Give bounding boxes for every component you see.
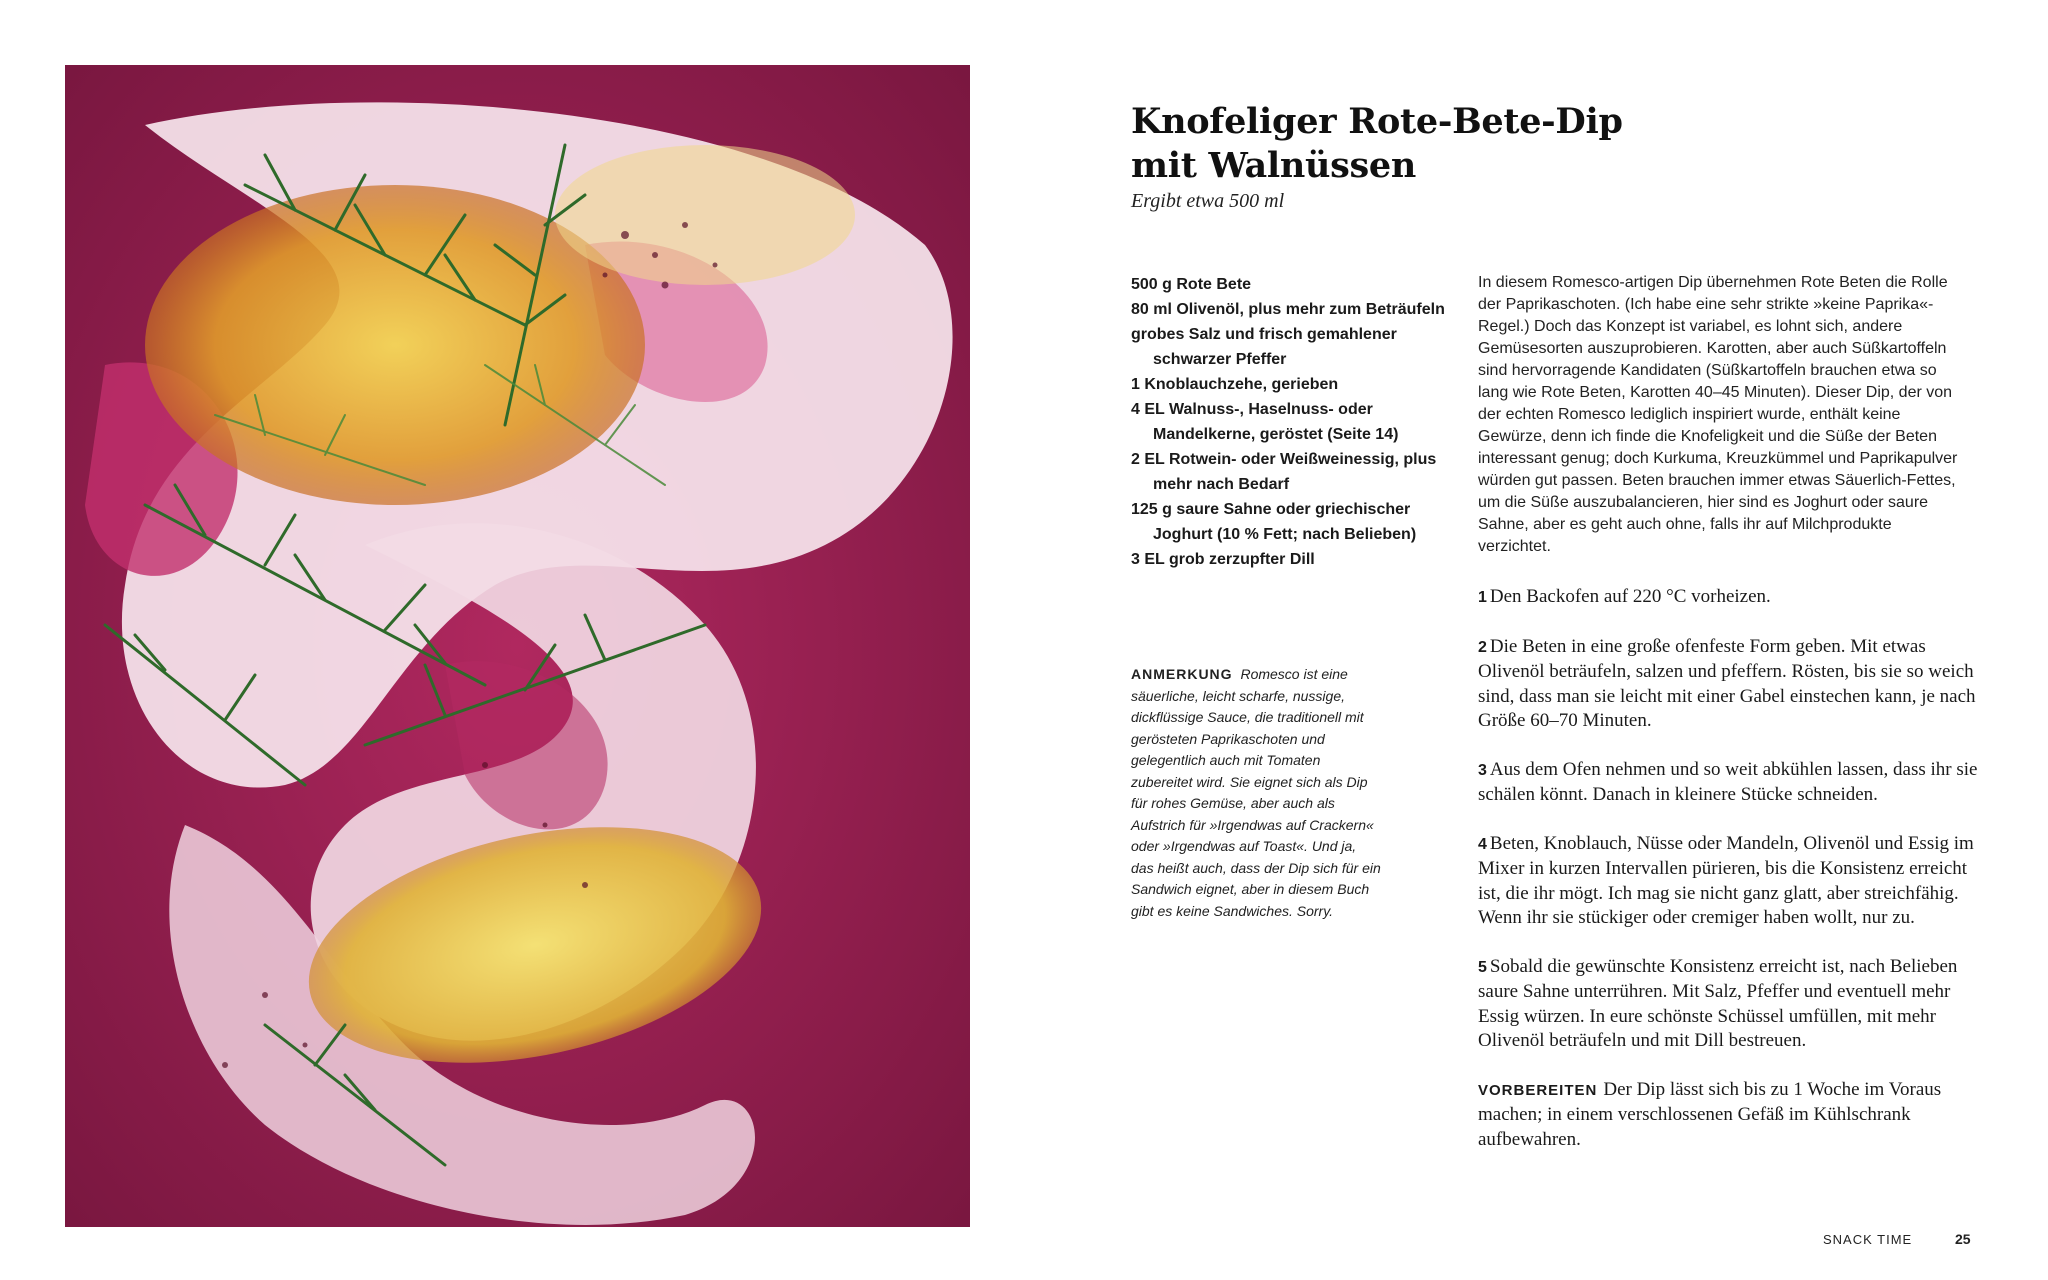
step-text: Den Backofen auf 220 °C vorheizen. bbox=[1489, 586, 1771, 607]
note-label: ANMERKUNG bbox=[1131, 666, 1233, 682]
step-item bbox=[1478, 832, 1978, 931]
intro-text: In diesem Romesco-artigen Dip übernehmen Rote Beten die Rolle der Paprikaschoten. (Ich habe eine sehr strikte »keine Paprika«-Regel.) Doch das Konzept ist variabel, es lohnt sich, andere Gemüsesorten auszuprobieren. Karotten, aber auch Süßkartoffeln sind hervorragende Kandidaten (Süßkartoffeln brauchen etwa so lang wie Rote Beten, Karotten 40–45 Minuten). Dieser Dip, der von der echten Romesco lediglich inspiriert wurde, enthält keine Gewürze, denn ich finde die Knofeligkeit und die Süße der Beten interessant genug; doch Kurkuma, Kreuzkümmel und Paprikapulver würden gut passen. Beten brauchen immer etwas Säuerlich-Fettes, um die Süße auszubalancieren, hier sind es Joghurt oder saure Sahne, aber es geht auch ohne, falls ihr auf Milchprodukte verzichtet. bbox=[1478, 274, 1958, 555]
ingredients-list bbox=[1131, 272, 1461, 572]
step-number: 3 bbox=[1478, 761, 1487, 779]
step-text: Aus dem Ofen nehmen und so weit abkühlen lassen, dass ihr sie schälen könnt. Danach in kleinere Stücke schneiden. bbox=[1478, 758, 1978, 805]
page-number: 25 bbox=[1955, 1231, 1971, 1247]
beet-dip-illustration bbox=[65, 65, 970, 1227]
step-item bbox=[1478, 955, 1978, 1054]
step-item bbox=[1478, 635, 1978, 734]
step-item bbox=[1478, 585, 1978, 611]
note-box bbox=[1131, 664, 1381, 922]
recipe-photo bbox=[65, 65, 970, 1227]
recipe-title-line-2: mit Walnüssen bbox=[1131, 145, 1417, 186]
prep-note bbox=[1478, 1078, 1978, 1153]
step-text: Sobald die gewünschte Konsistenz erreicht ist, nach Belieben saure Sahne unterrühren. Mit Salz, Pfeffer und eventuell mehr Essig würzen. In eure schönste Schüssel umfüllen, mit mehr Olivenöl beträufeln und mit Dill bestreuen. bbox=[1478, 955, 1958, 1051]
recipe-title-line-1: Knofeliger Rote-Bete-Dip bbox=[1131, 101, 1623, 142]
ingredient-item: 2 EL Rotwein- oder Weißweinessig, plus mehr nach Bedarf bbox=[1131, 451, 1437, 493]
prep-label: VORBEREITEN bbox=[1478, 1081, 1598, 1099]
ingredient-item: 1 Knoblauchzehe, gerieben bbox=[1131, 376, 1339, 393]
ingredient-item: 125 g saure Sahne oder griechischer Joghurt (10 % Fett; nach Belieben) bbox=[1131, 501, 1417, 543]
step-number: 4 bbox=[1478, 835, 1487, 853]
step-item bbox=[1478, 758, 1978, 808]
recipe-yield: Ergibt etwa 500 ml bbox=[1131, 190, 1285, 212]
note-text: Romesco ist eine säuerliche, leicht scharfe, nussige, dickflüssige Sauce, die traditionell mit gerösteten Paprikaschoten und gelegentlich auch mit Tomaten zubereitet wird. Sie eignet sich als Dip für rohes Gemüse, aber auch als Aufstrich für »Irgendwas auf Crackern« oder »Irgendwas auf Toast«. Und ja, das heißt auch, dass der Dip sich für ein Sandwich eignet, aber in diesem Buch gibt es keine Sandwiches. Sorry. bbox=[1131, 666, 1381, 919]
footer-section-title: SNACK TIME bbox=[1823, 1232, 1913, 1247]
ingredient-item: 80 ml Olivenöl, plus mehr zum Beträufeln bbox=[1131, 301, 1445, 318]
step-number: 5 bbox=[1478, 958, 1487, 976]
prep-text: Der Dip lässt sich bis zu 1 Woche im Voraus machen; in einem verschlossenen Gefäß im Kühlschrank aufbewahren. bbox=[1478, 1078, 1942, 1150]
step-number: 1 bbox=[1478, 589, 1487, 606]
step-number: 2 bbox=[1478, 638, 1487, 656]
step-text: Beten, Knoblauch, Nüsse oder Mandeln, Olivenöl und Essig im Mixer in kurzen Intervallen pürieren, bis die Konsistenz erreicht ist, die ihr mögt. Ich mag sie nicht ganz glatt, aber streichfähig. Wenn ihr sie stückiger oder cremiger haben wollt, nur zu. bbox=[1478, 832, 1974, 928]
ingredient-item: grobes Salz und frisch gemahlener schwarzer Pfeffer bbox=[1131, 326, 1397, 368]
ingredient-item: 3 EL grob zerzupfter Dill bbox=[1131, 551, 1315, 568]
ingredient-item: 500 g Rote Bete bbox=[1131, 276, 1252, 293]
recipe-title bbox=[1131, 100, 1691, 188]
method-steps bbox=[1478, 585, 1978, 1152]
step-text: Die Beten in eine große ofenfeste Form geben. Mit etwas Olivenöl beträufeln, salzen und pfeffern. Rösten, bis sie so weich sind, dass man sie leicht mit einer Gabel einstechen kann, je nach Größe 60–70 Minuten. bbox=[1478, 635, 1976, 731]
ingredient-item: 4 EL Walnuss-, Haselnuss- oder Mandelkerne, geröstet (Seite 14) bbox=[1131, 401, 1399, 443]
